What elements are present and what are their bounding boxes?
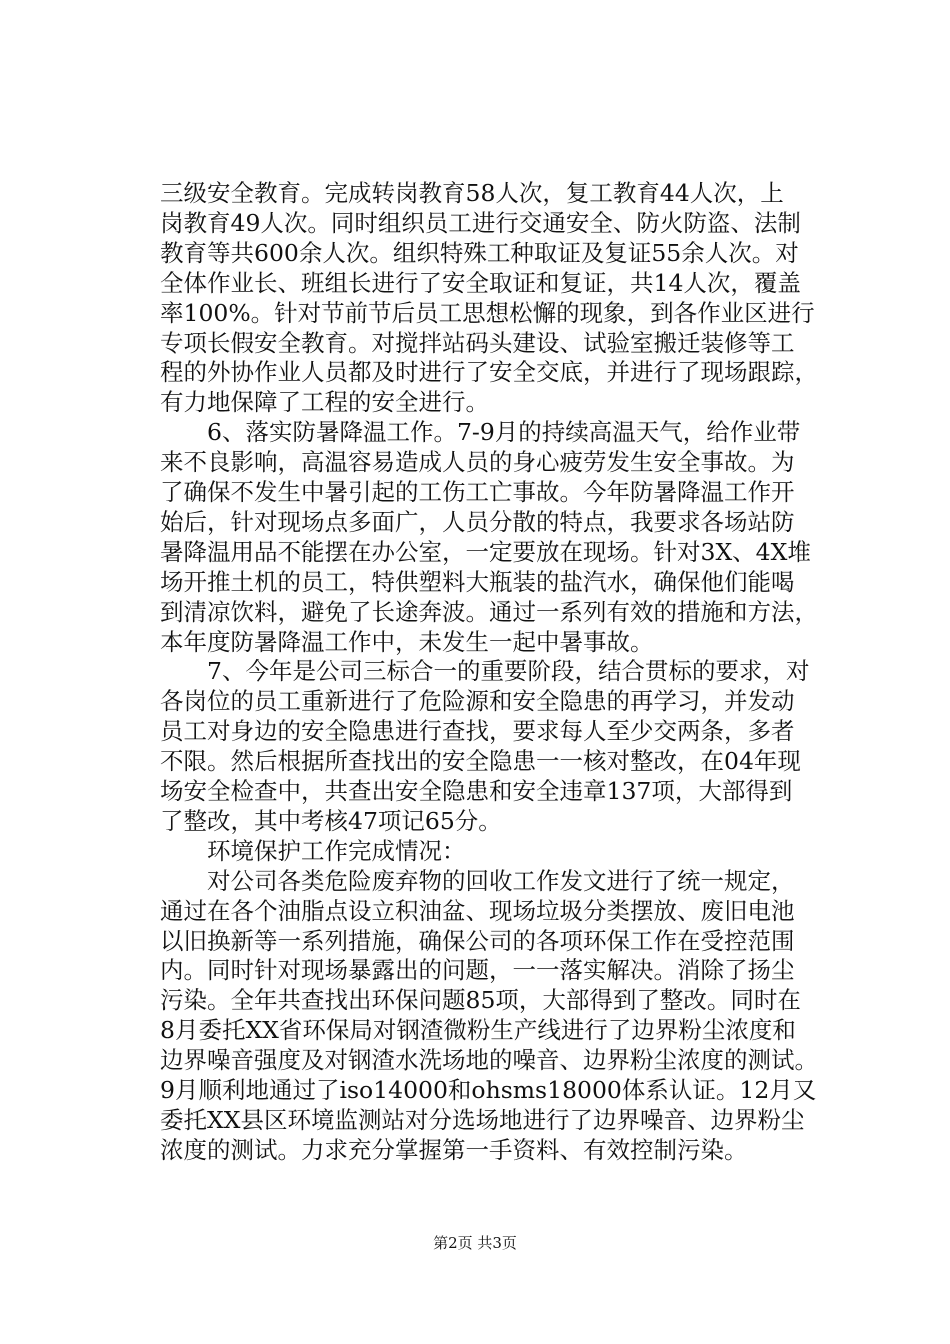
text-line: 7、今年是公司三标合一的重要阶段，结合贯标的要求，对 bbox=[160, 657, 810, 686]
text-line: 专项长假安全教育。对搅拌站码头建设、试验室搬迁装修等工 bbox=[160, 328, 795, 357]
text-line: 暑降温用品不能摆在办公室，一定要放在现场。针对3X、4X堆 bbox=[160, 537, 811, 566]
text-line: 通过在各个油脂点设立积油盆、现场垃圾分类摆放、废旧电池 bbox=[160, 896, 795, 925]
text-line: 率100%。针对节前节后员工思想松懈的现象，到各作业区进行 bbox=[160, 298, 815, 327]
page-footer: 第2页 共3页 bbox=[433, 1234, 517, 1252]
text-line: 对公司各类危险废弃物的回收工作发文进行了统一规定， bbox=[160, 866, 795, 895]
text-line: 全体作业长、班组长进行了安全取证和复证，共14人次，覆盖 bbox=[160, 268, 801, 297]
text-line: 岗教育49人次。同时组织员工进行交通安全、防火防盗、法制 bbox=[160, 208, 801, 237]
text-line: 6、落实防暑降温工作。7-9月的持续高温天气，给作业带 bbox=[160, 418, 801, 447]
text-line: 浓度的测试。力求充分掌握第一手资料、有效控制污染。 bbox=[160, 1135, 748, 1164]
text-line: 始后，针对现场点多面广，人员分散的特点，我要求各场站防 bbox=[160, 507, 795, 536]
text-line: 三级安全教育。完成转岗教育58人次，复工教育44人次，上 bbox=[160, 179, 784, 207]
text-line: 教育等共600余人次。组织特殊工种取证及复证55余人次。对 bbox=[160, 238, 799, 267]
text-line: 场安全检查中，共查出安全隐患和安全违章137项，大部得到 bbox=[160, 777, 793, 805]
text-line: 内。同时针对现场暴露出的问题，一一落实解决。消除了扬尘 bbox=[160, 956, 795, 985]
text-line: 程的外协作业人员都及时进行了安全交底，并进行了现场跟踪， bbox=[160, 358, 818, 387]
text-line: 有力地保障了工程的安全进行。 bbox=[160, 388, 489, 417]
text-line: 员工对身边的安全隐患进行查找，要求每人至少交两条，多者 bbox=[160, 717, 795, 746]
text-line: 到清凉饮料，避免了长途奔波。通过一系列有效的措施和方法， bbox=[160, 597, 818, 626]
text-line: 环境保护工作完成情况： bbox=[160, 836, 466, 865]
text-line: 了确保不发生中暑引起的工伤工亡事故。今年防暑降温工作开 bbox=[160, 478, 795, 506]
text-line: 来不良影响，高温容易造成人员的身心疲劳发生安全事故。为 bbox=[160, 448, 795, 477]
text-line: 场开推土机的员工，特供塑料大瓶装的盐汽水，确保他们能喝 bbox=[160, 567, 795, 596]
text-line: 了整改，其中考核47项记65分。 bbox=[160, 806, 502, 835]
text-line: 9月顺利地通过了iso14000和ohsms18000体系认证。12月又 bbox=[160, 1076, 817, 1104]
text-line: 不限。然后根据所查找出的安全隐患一一核对整改，在04年现 bbox=[160, 747, 801, 776]
text-line: 各岗位的员工重新进行了危险源和安全隐患的再学习，并发动 bbox=[160, 687, 795, 716]
text-line: 边界噪音强度及对钢渣水洗场地的噪音、边界粉尘浓度的测试。 bbox=[160, 1046, 818, 1075]
text-line: 委托XX县区环境监测站对分选场地进行了边界噪音、边界粉尘 bbox=[160, 1105, 805, 1134]
text-line: 以旧换新等一系列措施，确保公司的各项环保工作在受控范围 bbox=[160, 926, 795, 955]
text-line: 本年度防暑降温工作中，未发生一起中暑事故。 bbox=[160, 627, 654, 656]
text-line: 污染。全年共查找出环保问题85项，大部得到了整改。同时在 bbox=[160, 986, 801, 1015]
text-line: 8月委托XX省环保局对钢渣微粉生产线进行了边界粉尘浓度和 bbox=[160, 1016, 796, 1045]
